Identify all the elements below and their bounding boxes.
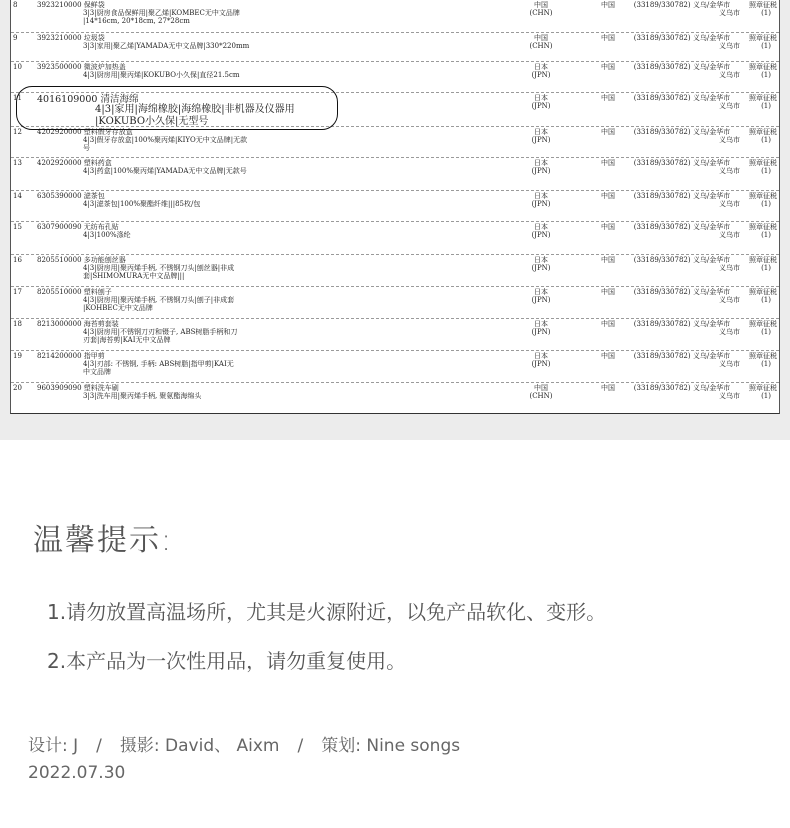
origin-name: 中国 (534, 384, 548, 392)
description-line: 4|3|厨房用|聚丙烯手柄, 不锈钢刀头|刨丝器|非成 (83, 264, 235, 272)
item-description (83, 71, 240, 79)
dest-city: 义乌市 (719, 296, 740, 304)
row-number: 20 (13, 384, 22, 392)
dest-city: 义乌市 (719, 231, 740, 239)
description-line: 4|3|100%涤纶 (83, 231, 131, 239)
origin-name: 日本 (534, 256, 548, 264)
item-description (83, 200, 200, 208)
item-description (83, 42, 249, 50)
origin-code: (JPN) (531, 200, 551, 208)
destination-line-2 (601, 167, 777, 175)
destination-info (601, 288, 777, 304)
origin-name: 日本 (534, 223, 548, 231)
dest-city: 义乌市 (719, 71, 740, 79)
origin-country (511, 223, 571, 239)
item-description (83, 231, 131, 239)
destination-info (601, 384, 777, 400)
dest-country: 中国 (601, 34, 615, 42)
destination-line-2 (601, 9, 777, 17)
description-line: 4|3|厨房用|聚丙烯手柄, 不锈钢刀头|刨子|非成套 (83, 296, 235, 304)
origin-code: (CHN) (529, 392, 553, 400)
origin-country (511, 63, 571, 79)
dest-count: (1) (761, 296, 771, 304)
hs-code-name: 4016109000 清洁海绵 (37, 94, 139, 105)
dest-city: 义乌市 (719, 42, 740, 50)
row-number: 17 (13, 288, 22, 296)
origin-country (511, 128, 571, 144)
dest-region: (33189/330782) 义乌/金华市 (633, 94, 731, 102)
description-line: 套|SHIMOMURA无中文品牌||| (83, 272, 185, 280)
publish-date: 2022.07.30 (28, 763, 126, 783)
origin-country (511, 352, 571, 368)
description-line: |KOKUBO小久保|无型号 (95, 116, 209, 127)
dest-country: 中国 (601, 320, 615, 328)
destination-line (601, 128, 777, 136)
hs-code-name: 9603909090 塑料洗车刷 (37, 384, 119, 392)
row-number: 14 (13, 192, 22, 200)
row-number: 13 (13, 159, 22, 167)
description-line: 3|3|家用|聚乙烯|YAMADA无中文品牌|330*220mm (83, 42, 250, 50)
dest-country: 中国 (601, 352, 615, 360)
origin-country (511, 1, 571, 17)
item-description (83, 136, 247, 152)
table-row (11, 221, 779, 255)
origin-code: (JPN) (531, 264, 551, 272)
dest-region: (33189/330782) 义乌/金华市 (633, 352, 731, 360)
dest-count: (1) (761, 360, 771, 368)
origin-name: 日本 (534, 128, 548, 136)
tax-status: 照章征税 (749, 192, 777, 200)
hs-code-name: 8214200000 指甲剪 (37, 352, 105, 360)
origin-code: (JPN) (531, 328, 551, 336)
destination-line (601, 159, 777, 167)
origin-country (511, 384, 571, 400)
item-description (83, 328, 237, 344)
hs-code-name: 3923210000 垃圾袋 (37, 34, 105, 42)
destination-line (601, 256, 777, 264)
dest-country: 中国 (601, 192, 615, 200)
origin-country (511, 320, 571, 336)
credit-design: 设计: J (28, 736, 79, 756)
tax-status: 照章征税 (749, 1, 777, 9)
row-number: 9 (13, 34, 18, 42)
dest-region: (33189/330782) 义乌/金华市 (633, 63, 731, 71)
tips-title: 温馨提示: (33, 523, 174, 558)
item-description (83, 264, 234, 280)
credit-separator: / (96, 736, 102, 756)
dest-region: (33189/330782) 义乌/金华市 (633, 320, 731, 328)
origin-code: (JPN) (531, 231, 551, 239)
description-line: 刃套|海苔剪|KAI无中文品牌 (83, 336, 171, 344)
dest-region: (33189/330782) 义乌/金华市 (633, 1, 731, 9)
tax-status: 照章征税 (749, 288, 777, 296)
hs-code-name: 3923210000 保鲜袋 (37, 1, 105, 9)
table-row (11, 350, 779, 383)
dest-city: 义乌市 (719, 392, 740, 400)
row-number: 18 (13, 320, 22, 328)
hs-code-name: 6307900090 无纺布孔贴 (37, 223, 119, 231)
destination-info (601, 1, 777, 17)
dest-region: (33189/330782) 义乌/金华市 (633, 223, 731, 231)
description-line: |14*16cm, 20*18cm, 27*28cm (83, 17, 190, 25)
tax-status: 照章征税 (749, 34, 777, 42)
origin-country (511, 288, 571, 304)
row-number: 19 (13, 352, 22, 360)
table-row (11, 126, 779, 158)
origin-code: (JPN) (531, 136, 551, 144)
item-description (83, 167, 247, 175)
origin-name: 日本 (534, 159, 548, 167)
destination-line (601, 94, 777, 102)
destination-info (601, 63, 777, 79)
origin-code: (JPN) (531, 296, 551, 304)
origin-name: 日本 (534, 320, 548, 328)
hs-code-name: 8205510000 多功能刨丝器 (37, 256, 126, 264)
dest-count: (1) (761, 42, 771, 50)
origin-name: 日本 (534, 352, 548, 360)
dest-city: 义乌市 (719, 9, 740, 17)
destination-info (601, 256, 777, 272)
row-number: 10 (13, 63, 22, 71)
origin-country (511, 192, 571, 208)
table-row (11, 286, 779, 319)
destination-line-2 (601, 136, 777, 144)
destination-line (601, 192, 777, 200)
description-line: 4|3|滤茶包|100%聚酯纤维|||85枚/包 (83, 200, 201, 208)
destination-info (601, 192, 777, 208)
destination-info (601, 94, 777, 110)
origin-country (511, 94, 571, 110)
description-line: |KOHBEC无中文品牌 (83, 304, 153, 312)
tax-status: 照章征税 (749, 256, 777, 264)
description-line: 4|3|药盒|100%聚丙烯|YAMADA无中文品牌|无款号 (83, 167, 247, 175)
destination-line (601, 1, 777, 9)
description-line: 中文品牌 (83, 368, 111, 376)
hs-code-name: 8205510000 塑料刨子 (37, 288, 112, 296)
dest-city: 义乌市 (719, 360, 740, 368)
tax-status: 照章征税 (749, 352, 777, 360)
dest-city: 义乌市 (719, 167, 740, 175)
table-row (11, 190, 779, 222)
table-row (11, 318, 779, 351)
destination-line (601, 63, 777, 71)
description-line: 4|3|家用|海绵橡胶|海绵橡胶|非机器及仪器用 (95, 104, 295, 115)
hs-code-name: 4202920000 塑料药盒 (37, 159, 112, 167)
tax-status: 照章征税 (749, 223, 777, 231)
item-description (83, 9, 240, 25)
origin-code: (JPN) (531, 360, 551, 368)
dest-region: (33189/330782) 义乌/金华市 (633, 34, 731, 42)
description-line: 4|3|假牙存放盒|100%聚丙烯|KIYO无中文品牌|无款 (83, 136, 248, 144)
origin-code: (JPN) (531, 167, 551, 175)
row-number: 15 (13, 223, 22, 231)
item-description (83, 296, 234, 312)
dest-count: (1) (761, 328, 771, 336)
destination-info (601, 34, 777, 50)
origin-code: (CHN) (529, 42, 553, 50)
dest-region: (33189/330782) 义乌/金华市 (633, 288, 731, 296)
table-row (11, 382, 779, 414)
dest-region: (33189/330782) 义乌/金华市 (633, 256, 731, 264)
dest-count: (1) (761, 264, 771, 272)
dest-count: (1) (761, 102, 771, 110)
tip-item-2: 2.本产品为一次性用品，请勿重复使用。 (47, 649, 407, 673)
hs-code-name: 3923500000 微波炉加热盖 (37, 63, 126, 71)
origin-code: (JPN) (531, 102, 551, 110)
description-line: 4|3|厨房用|不锈钢刀刃和镊子, ABS树脂手柄和刀 (83, 328, 238, 336)
customs-declaration-table (10, 0, 780, 414)
dest-country: 中国 (601, 63, 615, 71)
dest-country: 中国 (601, 159, 615, 167)
destination-info (601, 223, 777, 239)
destination-line (601, 223, 777, 231)
dest-region: (33189/330782) 义乌/金华市 (633, 128, 731, 136)
destination-line-2 (601, 328, 777, 336)
origin-country (511, 256, 571, 272)
tax-status: 照章征税 (749, 94, 777, 102)
description-line: 3|3|厨房食品保鲜用|聚乙烯|KOMBEC无中文品牌 (83, 9, 240, 17)
table-row (11, 32, 779, 62)
row-number: 11 (13, 94, 22, 102)
dest-country: 中国 (601, 128, 615, 136)
dest-city: 义乌市 (719, 102, 740, 110)
row-number: 16 (13, 256, 22, 264)
destination-line (601, 384, 777, 392)
tax-status: 照章征税 (749, 159, 777, 167)
tax-status: 照章征税 (749, 63, 777, 71)
dest-country: 中国 (601, 384, 615, 392)
destination-info (601, 320, 777, 336)
dest-city: 义乌市 (719, 200, 740, 208)
tip-item-1: 1.请勿放置高温场所，尤其是火源附近，以免产品软化、变形。 (47, 600, 607, 624)
destination-line (601, 320, 777, 328)
dest-region: (33189/330782) 义乌/金华市 (633, 384, 731, 392)
dest-country: 中国 (601, 256, 615, 264)
row-number: 12 (13, 128, 22, 136)
item-description (83, 360, 234, 376)
destination-line-2 (601, 360, 777, 368)
dest-count: (1) (761, 71, 771, 79)
dest-count: (1) (761, 136, 771, 144)
destination-line (601, 288, 777, 296)
dest-country: 中国 (601, 94, 615, 102)
origin-code: (JPN) (531, 71, 551, 79)
hs-code-name: 6305390000 滤茶包 (37, 192, 105, 200)
origin-name: 日本 (534, 288, 548, 296)
destination-line-2 (601, 264, 777, 272)
dest-count: (1) (761, 167, 771, 175)
table-row (11, 0, 779, 32)
destination-line-2 (601, 42, 777, 50)
dest-count: (1) (761, 200, 771, 208)
hs-code-name: 8213000000 海苔剪套装 (37, 320, 119, 328)
description-line: 号 (83, 144, 90, 152)
destination-info (601, 128, 777, 144)
dest-country: 中国 (601, 288, 615, 296)
dest-region: (33189/330782) 义乌/金华市 (633, 159, 731, 167)
destination-line (601, 352, 777, 360)
dest-country: 中国 (601, 223, 615, 231)
dest-region: (33189/330782) 义乌/金华市 (633, 192, 731, 200)
dest-count: (1) (761, 231, 771, 239)
table-row (11, 254, 779, 287)
credit-separator: / (297, 736, 304, 756)
origin-name: 中国 (534, 34, 548, 42)
destination-line (601, 34, 777, 42)
destination-line-2 (601, 102, 777, 110)
credit-plan: 策划: Nine songs (321, 736, 461, 756)
description-line: 3|3|洗车用|聚丙烯手柄, 聚氨酯海绵头 (83, 392, 202, 400)
origin-country (511, 159, 571, 175)
dest-country: 中国 (601, 1, 615, 9)
description-line: 4|3|厨房用|聚丙烯|KOKUBO小久保|直径21.5cm (83, 71, 240, 79)
dest-count: (1) (761, 392, 771, 400)
origin-name: 日本 (534, 192, 548, 200)
destination-line-2 (601, 392, 777, 400)
credit-photo: 摄影: David、 Aixm (119, 736, 280, 756)
destination-info (601, 352, 777, 368)
origin-country (511, 34, 571, 50)
row-number: 8 (13, 1, 18, 9)
table-row (11, 157, 779, 191)
destination-info (601, 159, 777, 175)
item-description (83, 392, 201, 400)
destination-line-2 (601, 71, 777, 79)
dest-city: 义乌市 (719, 136, 740, 144)
description-line: 4|3|刃部: 不锈钢, 手柄: ABS树脂|指甲剪|KAI无 (83, 360, 234, 368)
destination-line-2 (601, 231, 777, 239)
dest-count: (1) (761, 9, 771, 17)
tax-status: 照章征税 (749, 320, 777, 328)
dest-city: 义乌市 (719, 264, 740, 272)
dest-city: 义乌市 (719, 328, 740, 336)
highlight-circle (16, 86, 338, 130)
credits-line (28, 731, 460, 756)
destination-line-2 (601, 200, 777, 208)
tax-status: 照章征税 (749, 128, 777, 136)
hs-code-name: 4202920000 塑料假牙存放盒 (37, 128, 133, 136)
origin-name: 日本 (534, 63, 548, 71)
origin-name: 日本 (534, 94, 548, 102)
tax-status: 照章征税 (749, 384, 777, 392)
origin-name: 中国 (534, 1, 548, 9)
origin-code: (CHN) (529, 9, 553, 17)
destination-line-2 (601, 296, 777, 304)
